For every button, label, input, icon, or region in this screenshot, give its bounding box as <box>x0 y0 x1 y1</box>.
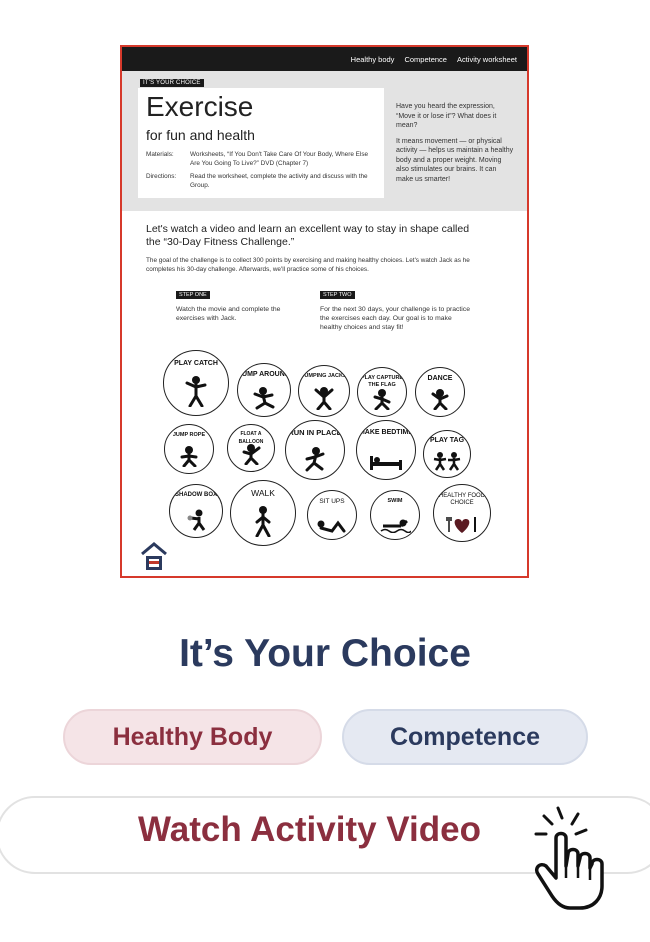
activity-label: SWIM <box>387 497 403 504</box>
stick-figure-icon <box>251 386 277 410</box>
worksheet-preview[interactable] <box>120 45 529 578</box>
activity-shadow-box <box>169 484 223 538</box>
activity-play-tag <box>423 430 471 478</box>
activity-play-catch <box>163 350 229 416</box>
activity-label: MAKE BEDTIME <box>358 429 414 437</box>
activity-swim <box>370 490 420 540</box>
directions-text: Read the worksheet, complete the activity and discuss with the Group. <box>190 173 368 189</box>
sidebar-answer: It means movement — or physical activity — helps us maintain a healthy body and a proper weight. Moving also stimulates our brains. It can make us smarter! <box>396 137 514 183</box>
activity-label: JUMPING JACKS <box>301 373 347 379</box>
activity-dance <box>415 367 465 417</box>
stick-figure-icon <box>240 443 262 465</box>
worksheet-heading: Let's watch a video and learn an excellent way to stay in shape called the “30-Day Fitness Challenge.” <box>146 223 470 248</box>
worksheet-title: Exercise <box>146 91 254 122</box>
walking-figure-icon <box>250 505 276 537</box>
swimmer-icon <box>379 519 411 533</box>
situp-figure-icon <box>316 519 348 533</box>
worksheet-materials <box>146 151 371 168</box>
activity-jump-rope <box>164 424 214 474</box>
page-title: It’s Your Choice <box>179 632 471 675</box>
stick-figure-icon <box>178 445 200 467</box>
worksheet-sidebar-text <box>396 102 514 190</box>
activity-label: SIT UPS <box>319 497 345 505</box>
activity-label: PLAY TAG <box>429 437 465 445</box>
activity-sit-ups <box>307 490 357 540</box>
boxer-icon <box>182 509 210 531</box>
stick-figure-icon <box>371 388 393 410</box>
activity-label: FLOAT A BALLOON <box>238 431 264 445</box>
activity-label: JUMP AROUND <box>238 371 290 379</box>
activity-label: HEALTHY FOOD CHOICE <box>438 492 486 507</box>
worksheet-nav <box>351 47 517 71</box>
activity-healthy-food-choice <box>433 484 491 542</box>
worksheet-subtitle: for fun and health <box>146 127 255 143</box>
materials-label: Materials: <box>146 151 174 158</box>
activity-label: WALK <box>251 487 275 498</box>
directions-label: Directions: <box>146 173 177 180</box>
worksheet-nav-competence: Competence <box>404 54 447 64</box>
activity-make-bedtime <box>356 420 416 480</box>
activity-label: PLAY CAPTURE THE FLAG <box>360 374 404 389</box>
materials-text: Worksheets, “If You Don't Take Care Of Your Body, Where Else Are You Going To Live?” DVD (Chapter 7) <box>190 151 369 167</box>
step-two-badge: STEP TWO <box>320 291 355 299</box>
activity-label: RUN IN PLACE <box>288 428 342 438</box>
activity-capture-flag <box>357 367 407 417</box>
tag-competence[interactable]: Competence <box>342 709 588 765</box>
stick-figure-icon <box>302 446 328 472</box>
worksheet-nav-healthy-body: Healthy body <box>350 54 395 64</box>
step-one-badge: STEP ONE <box>176 291 210 299</box>
sidebar-question: Have you heard the expression, “Move it or lose it”? What does it mean? <box>396 103 497 129</box>
activity-float-balloon <box>227 424 275 472</box>
activity-label: DANCE <box>427 374 453 382</box>
step-one-text: Watch the movie and complete the exercises with Jack. <box>176 306 281 322</box>
activity-run-in-place <box>285 420 345 480</box>
worksheet-badge: IT'S YOUR CHOICE <box>140 79 204 87</box>
worksheet-paragraph: The goal of the challenge is to collect 300 points by exercising and making healthy choices. Let's watch Jack as he completes his 30-day challenge. Afterwards, we'll practice some of his choices. <box>146 257 470 273</box>
pointing-hand-icon <box>522 804 630 919</box>
stick-figure-icon <box>181 375 211 407</box>
activity-label: PLAY CATCH <box>174 359 218 367</box>
tag-healthy-body[interactable]: Healthy Body <box>63 709 322 765</box>
activity-walk <box>230 480 296 546</box>
stick-figure-icon <box>313 386 335 410</box>
watch-video-label: Watch Activity Video <box>138 810 481 849</box>
activity-label: JUMP ROPE <box>172 431 206 438</box>
heart-plate-icon <box>445 514 479 534</box>
activity-jump-around <box>237 363 291 417</box>
logo-house-icon <box>140 542 168 577</box>
worksheet-header-bar <box>122 47 527 71</box>
activity-jumping-jacks <box>298 365 350 417</box>
bed-icon <box>368 454 404 472</box>
two-figures-icon <box>432 451 462 471</box>
stick-figure-icon <box>429 388 451 410</box>
activity-label: SHADOW BOX <box>175 492 217 499</box>
step-two-text: For the next 30 days, your challenge is to practice the exercises each day. Our goal is to make healthy choices and stay fit! <box>320 306 470 331</box>
worksheet-directions <box>146 173 371 190</box>
worksheet-nav-activity: Activity worksheet <box>456 54 517 64</box>
